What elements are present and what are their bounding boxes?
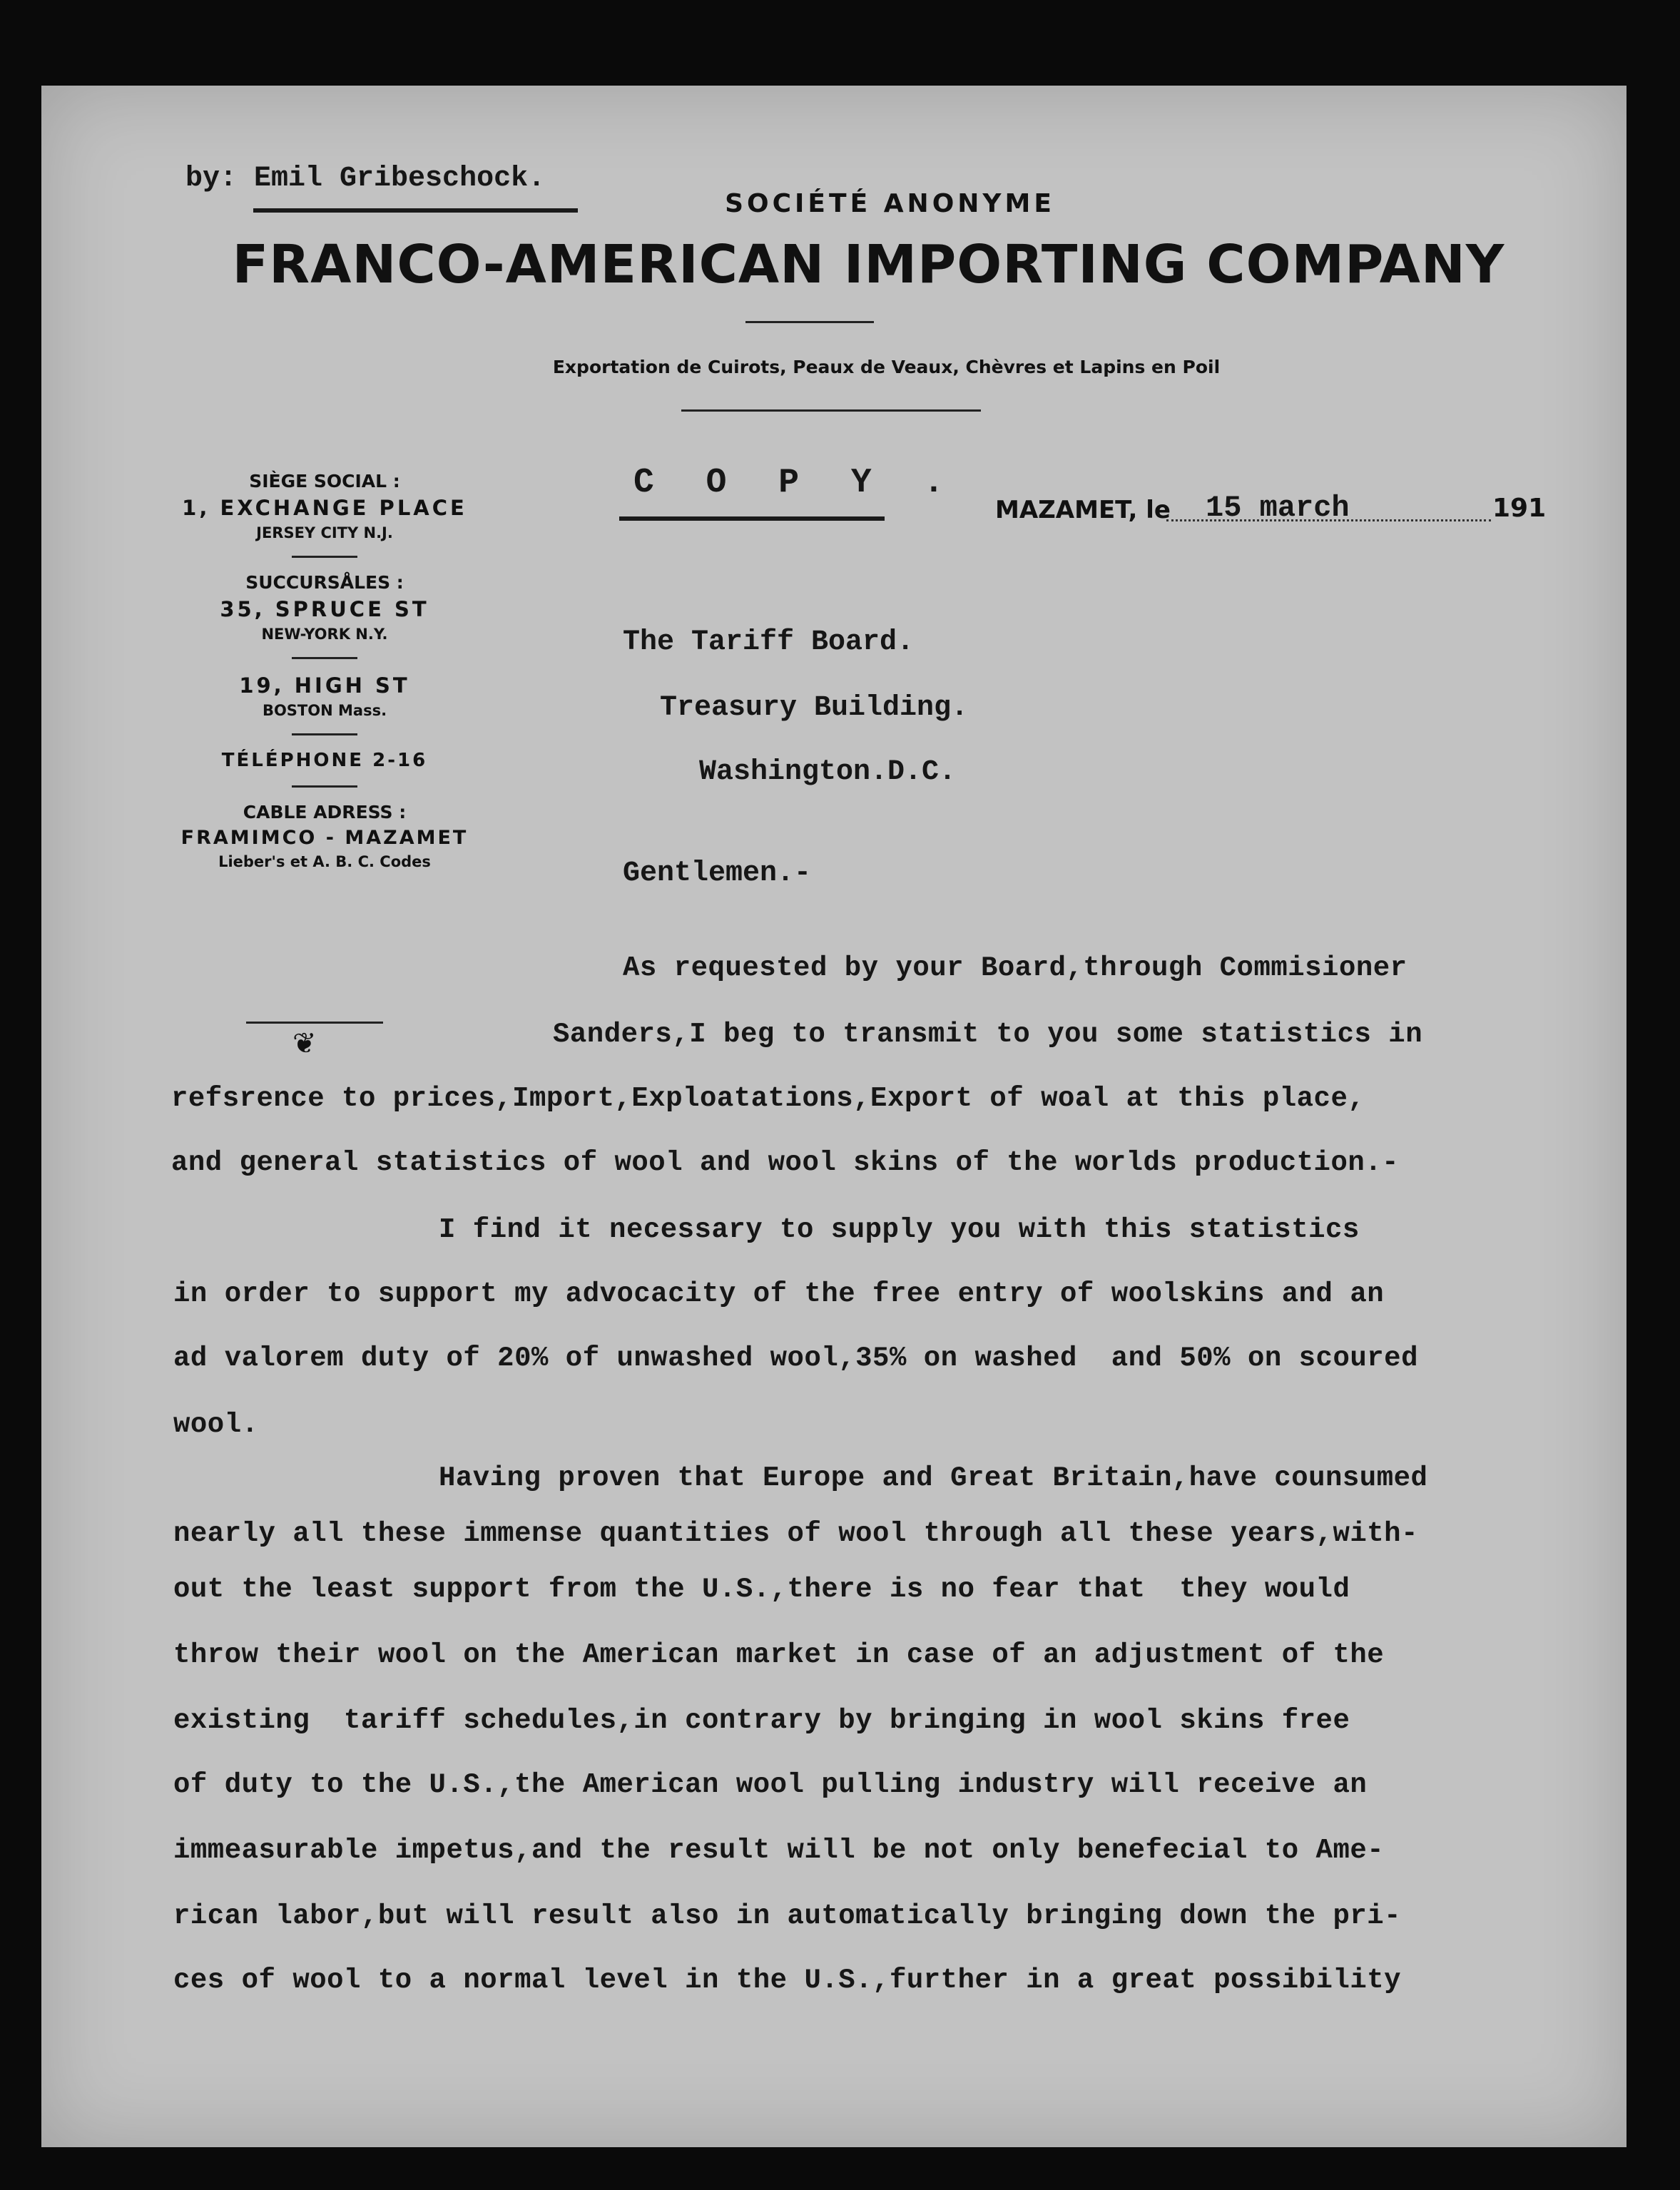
body-line: ces of wool to a normal level in the U.S.,further in a great possibility: [173, 1965, 1402, 1996]
recipient-line-1: The Tariff Board.: [623, 626, 915, 658]
succursales-heading: SUCCURSÅLES :: [245, 572, 404, 593]
siege-address: 1, EXCHANGE PLACE: [182, 496, 467, 520]
letterhead-divider: [745, 321, 874, 323]
body-line: wool.: [173, 1409, 259, 1440]
body-line: in order to support my advocacity of the free entry of woolskins and an: [173, 1278, 1385, 1310]
copy-label: C O P Y .: [633, 464, 960, 502]
sidebar-divider: [292, 785, 357, 788]
cable-heading: CABLE ADRESS :: [243, 802, 407, 822]
siege-city: JERSEY CITY N.J.: [256, 524, 393, 541]
branch2-address: 19, HIGH ST: [239, 673, 410, 698]
sidebar-ornament-rule: [246, 1022, 383, 1024]
body-line: nearly all these immense quantities of wool through all these years,with-: [173, 1518, 1418, 1549]
sidebar-divider: [292, 657, 357, 659]
body-line: throw their wool on the American market in case of an adjustment of the: [173, 1639, 1385, 1671]
body-line: Having proven that Europe and Great Britain,have counsumed: [439, 1462, 1428, 1494]
branch1-city: NEW-YORK N.Y.: [261, 626, 388, 643]
body-line: Sanders,I beg to transmit to you some statistics in: [553, 1019, 1423, 1050]
letter-date: 15 march: [1206, 491, 1350, 525]
body-line: refsrence to prices,Import,Exploatations,Export of woal at this place,: [171, 1083, 1365, 1114]
copy-underline: [619, 516, 885, 521]
body-line: and general statistics of wool and wool skins of the worlds production.-: [171, 1147, 1400, 1178]
telephone: TÉLÉPHONE 2-16: [221, 750, 428, 771]
sidebar-divider: [292, 733, 357, 735]
branch1-address: 35, SPRUCE ST: [220, 597, 429, 621]
recipient-line-3: Washington.D.C.: [699, 756, 957, 788]
body-line: of duty to the U.S.,the American wool pulling industry will receive an: [173, 1769, 1368, 1801]
branch2-city: BOSTON Mass.: [262, 702, 387, 719]
societe-anonyme: SOCIÉTÉ ANONYME: [725, 189, 1055, 218]
letter-place: MAZAMET, le: [995, 496, 1171, 524]
salutation: Gentlemen.-: [623, 857, 812, 890]
body-line: out the least support from the U.S.,there is no fear that they would: [173, 1574, 1350, 1605]
body-line: I find it necessary to supply you with this statistics: [439, 1214, 1360, 1246]
recipient-line-2: Treasury Building.: [660, 692, 969, 724]
letter-year: 191: [1492, 494, 1547, 523]
company-name: FRANCO-AMERICAN IMPORTING COMPANY: [232, 234, 1505, 295]
body-line: As requested by your Board,through Commisioner: [623, 952, 1407, 984]
telegraph-codes: Lieber's et A. B. C. Codes: [218, 853, 431, 870]
sidebar-divider: [292, 556, 357, 558]
letterhead-divider-2: [681, 409, 981, 412]
author-line: by: Emil Gribeschock.: [185, 163, 546, 195]
export-tagline: Exportation de Cuirots, Peaux de Veaux, Chèvres et Lapins en Poil: [552, 357, 1221, 377]
company-sidebar: [114, 465, 535, 870]
body-line: immeasurable impetus,and the result will be not only benefecial to Ame-: [173, 1835, 1385, 1866]
body-line: ad valorem duty of 20% of unwashed wool,35% on washed and 50% on scoured: [173, 1343, 1418, 1374]
body-line: rican labor,but will result also in automatically bringing down the pri-: [173, 1900, 1402, 1932]
fleuron-icon: ❦: [292, 1028, 317, 1059]
body-line: existing tariff schedules,in contrary by bringing in wool skins free: [173, 1705, 1350, 1736]
siege-heading: SIÈGE SOCIAL :: [249, 471, 400, 492]
cable-address: FRAMIMCO - MAZAMET: [180, 827, 469, 849]
